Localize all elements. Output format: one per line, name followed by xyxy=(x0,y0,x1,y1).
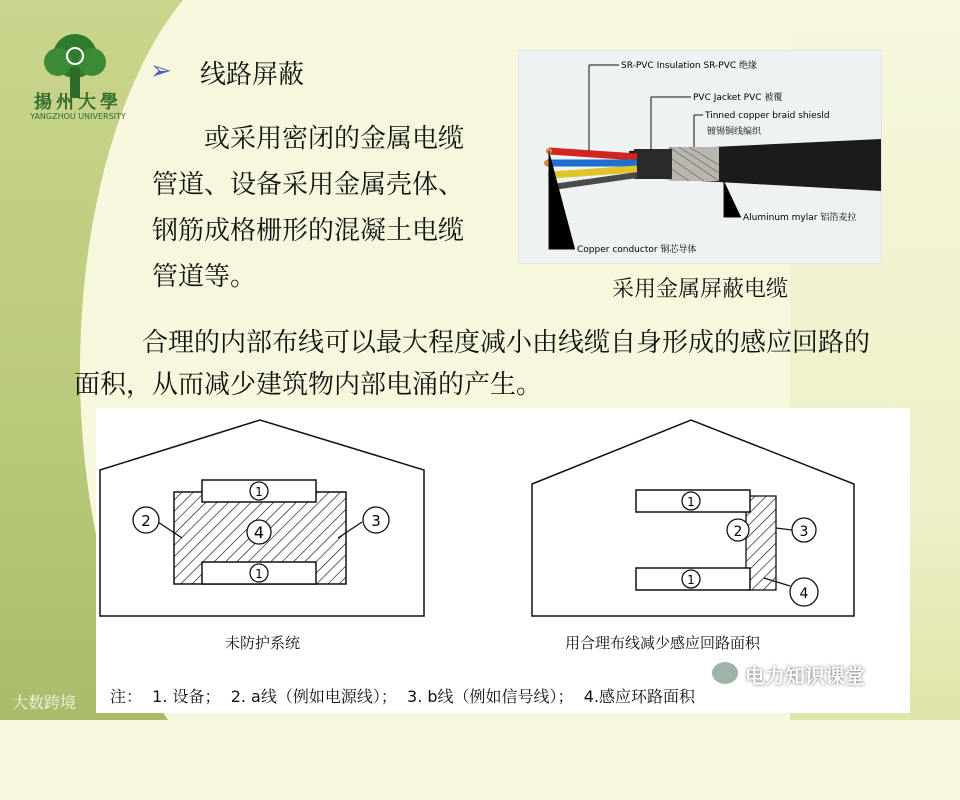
university-subtitle: YANGZHOU UNIVERSITY xyxy=(30,112,126,121)
marker-1: 1 xyxy=(255,485,263,499)
diagram-caption-right: 用合理布线减少感应回路面积 xyxy=(565,634,761,652)
label-mylar: Aluminum mylar 铝箔麦拉 xyxy=(743,213,857,223)
marker-2: 2 xyxy=(141,512,151,530)
marker-2: 2 xyxy=(733,524,743,540)
label-braid-en: Tinned copper braid shiesld xyxy=(705,111,830,121)
arrow-bullet-icon: ➢ xyxy=(150,56,172,86)
shielded-cable-photo xyxy=(518,50,882,264)
marker-4: 4 xyxy=(253,523,265,542)
marker-1: 1 xyxy=(687,573,695,587)
paragraph-shielding: 或采用密闭的金属电缆管道、设备采用金属壳体、钢筋成格栅形的混凝土电缆管道等。 xyxy=(152,124,465,292)
diagram-note: 注： 1. 设备； 2. a线（例如电源线）； 3. b线（例如信号线）； 4.感应环路面积 xyxy=(110,687,695,706)
label-insulation: SR-PVC Insulation SR-PVC 绝缘 xyxy=(621,61,758,71)
protected-house xyxy=(532,420,854,616)
unprotected-house xyxy=(100,420,424,616)
marker-4: 4 xyxy=(799,586,809,602)
wechat-icon xyxy=(712,662,738,684)
marker-3: 3 xyxy=(371,512,381,530)
watermark-left: 大数跨境 xyxy=(12,693,77,712)
paragraph-wiring: 合理的内部布线可以最大程度减小由线缆自身形成的感应回路的面积，从而减少建筑物内部电涌的产生。 xyxy=(74,328,871,400)
label-braid-cn: 镀锡铜线编织 xyxy=(707,127,762,137)
marker-1: 1 xyxy=(687,495,695,509)
cable-photo-caption: 采用金属屏蔽电缆 xyxy=(612,277,789,302)
watermark-right: 电力知识课堂 xyxy=(745,664,865,688)
diagram-caption-left: 未防护系统 xyxy=(225,634,301,652)
label-conductor: Copper conductor 铜芯导体 xyxy=(577,245,697,255)
marker-1: 1 xyxy=(255,567,263,581)
label-jacket: PVC Jacket PVC 被覆 xyxy=(693,93,783,103)
university-name: 揚州大學 xyxy=(34,92,122,113)
section-heading: 线路屏蔽 xyxy=(200,60,305,90)
marker-3: 3 xyxy=(799,524,809,540)
